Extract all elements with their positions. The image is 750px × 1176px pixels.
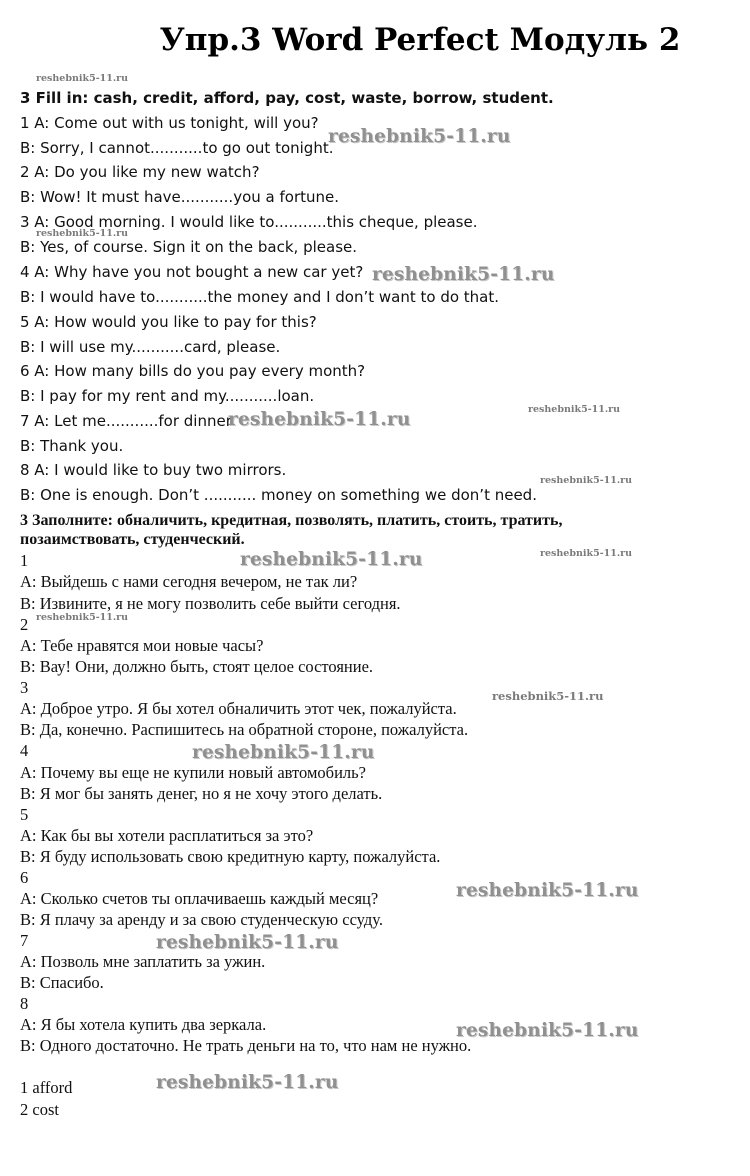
watermark: reshebnik5-11.ru xyxy=(156,1072,339,1093)
watermark: reshebnik5-11.ru xyxy=(228,409,411,430)
english-line: 8 A: I would like to buy two mirrors. xyxy=(20,461,287,479)
russian-line: 5 xyxy=(20,805,29,824)
russian-line: В: Одного достаточно. Не трать деньги на то, что нам не нужно. xyxy=(20,1036,472,1055)
watermark: reshebnik5-11.ru xyxy=(540,548,633,559)
russian-line: 3 xyxy=(20,678,29,697)
russian-line: А: Выйдешь с нами сегодня вечером, не так ли? xyxy=(20,572,358,591)
watermark: reshebnik5-11.ru xyxy=(240,549,423,570)
russian-line: 2 xyxy=(20,615,29,634)
english-line: B: Thank you. xyxy=(20,437,124,455)
watermark: reshebnik5-11.ru xyxy=(528,404,621,415)
russian-line: А: Доброе утро. Я бы хотел обналичить этот чек, пожалуйста. xyxy=(20,699,457,718)
russian-heading: 3 Заполните: обналичить, кредитная, позволять, платить, стоить, тратить, xyxy=(20,512,563,529)
russian-line: 8 xyxy=(20,994,29,1013)
english-line: 2 A: Do you like my new watch? xyxy=(20,163,260,181)
english-line: B: Yes, of course. Sign it on the back, please. xyxy=(20,238,358,256)
russian-line: А: Почему вы еще не купили новый автомобиль? xyxy=(20,763,366,782)
russian-line: В: Спасибо. xyxy=(20,973,104,992)
watermark: reshebnik5-11.ru xyxy=(192,742,375,763)
russian-line: В: Извините, я не могу позволить себе выйти сегодня. xyxy=(20,594,401,613)
english-line: B: One is enough. Don’t ........... money on something we don’t need. xyxy=(20,486,537,504)
russian-line: В: Я буду использовать свою кредитную карту, пожалуйста. xyxy=(20,847,441,866)
english-line: B: I pay for my rent and my...........loan. xyxy=(20,387,315,405)
watermark: reshebnik5-11.ru xyxy=(540,475,633,486)
watermark: reshebnik5-11.ru xyxy=(36,612,129,623)
english-line: B: Sorry, I cannot...........to go out tonight. xyxy=(20,139,334,157)
watermark: reshebnik5-11.ru xyxy=(372,264,555,285)
answer-item: 1 afford xyxy=(20,1078,73,1097)
english-line: 5 A: How would you like to pay for this? xyxy=(20,313,317,331)
watermark: reshebnik5-11.ru xyxy=(492,689,604,703)
watermark: reshebnik5-11.ru xyxy=(328,126,511,147)
russian-line: А: Позволь мне заплатить за ужин. xyxy=(20,952,266,971)
russian-line: 1 xyxy=(20,551,29,570)
watermark: reshebnik5-11.ru xyxy=(456,880,639,901)
russian-line: А: Сколько счетов ты оплачиваешь каждый месяц? xyxy=(20,889,379,908)
english-line: 7 A: Let me...........for dinner. xyxy=(20,412,236,430)
page-title: Упр.3 Word Perfect Модуль 2 xyxy=(159,22,681,58)
answer-item: 2 cost xyxy=(20,1100,59,1119)
russian-line: 6 xyxy=(20,868,29,887)
russian-heading: позаимствовать, студенческий. xyxy=(20,531,245,548)
watermark: reshebnik5-11.ru xyxy=(456,1020,639,1041)
russian-line: 7 xyxy=(20,931,29,950)
russian-line: А: Я бы хотела купить два зеркала. xyxy=(20,1015,267,1034)
russian-line: В: Да, конечно. Распишитесь на обратной стороне, пожалуйста. xyxy=(20,720,469,739)
english-line: 6 A: How many bills do you pay every month? xyxy=(20,362,366,380)
russian-line: А: Как бы вы хотели расплатиться за это? xyxy=(20,826,314,845)
russian-line: В: Я плачу за аренду и за свою студенческую ссуду. xyxy=(20,910,384,929)
english-line: 1 A: Come out with us tonight, will you? xyxy=(20,114,319,132)
english-line: B: I would have to...........the money and I don’t want to do that. xyxy=(20,288,500,306)
russian-line: В: Вау! Они, должно быть, стоят целое состояние. xyxy=(20,657,374,676)
english-heading: 3 Fill in: cash, credit, afford, pay, cost, waste, borrow, student. xyxy=(20,89,554,107)
english-line: B: I will use my...........card, please. xyxy=(20,338,281,356)
watermark: reshebnik5-11.ru xyxy=(36,73,129,84)
english-line: 4 A: Why have you not bought a new car yet? xyxy=(20,263,364,281)
watermark: reshebnik5-11.ru xyxy=(156,932,339,953)
english-line: B: Wow! It must have...........you a fortune. xyxy=(20,188,340,206)
watermark: reshebnik5-11.ru xyxy=(36,228,129,239)
russian-line: А: Тебе нравятся мои новые часы? xyxy=(20,636,264,655)
russian-line: 4 xyxy=(20,741,29,760)
russian-line: В: Я мог бы занять денег, но я не хочу этого делать. xyxy=(20,784,383,803)
english-line: 3 A: Good morning. I would like to...........this cheque, please. xyxy=(20,213,478,231)
